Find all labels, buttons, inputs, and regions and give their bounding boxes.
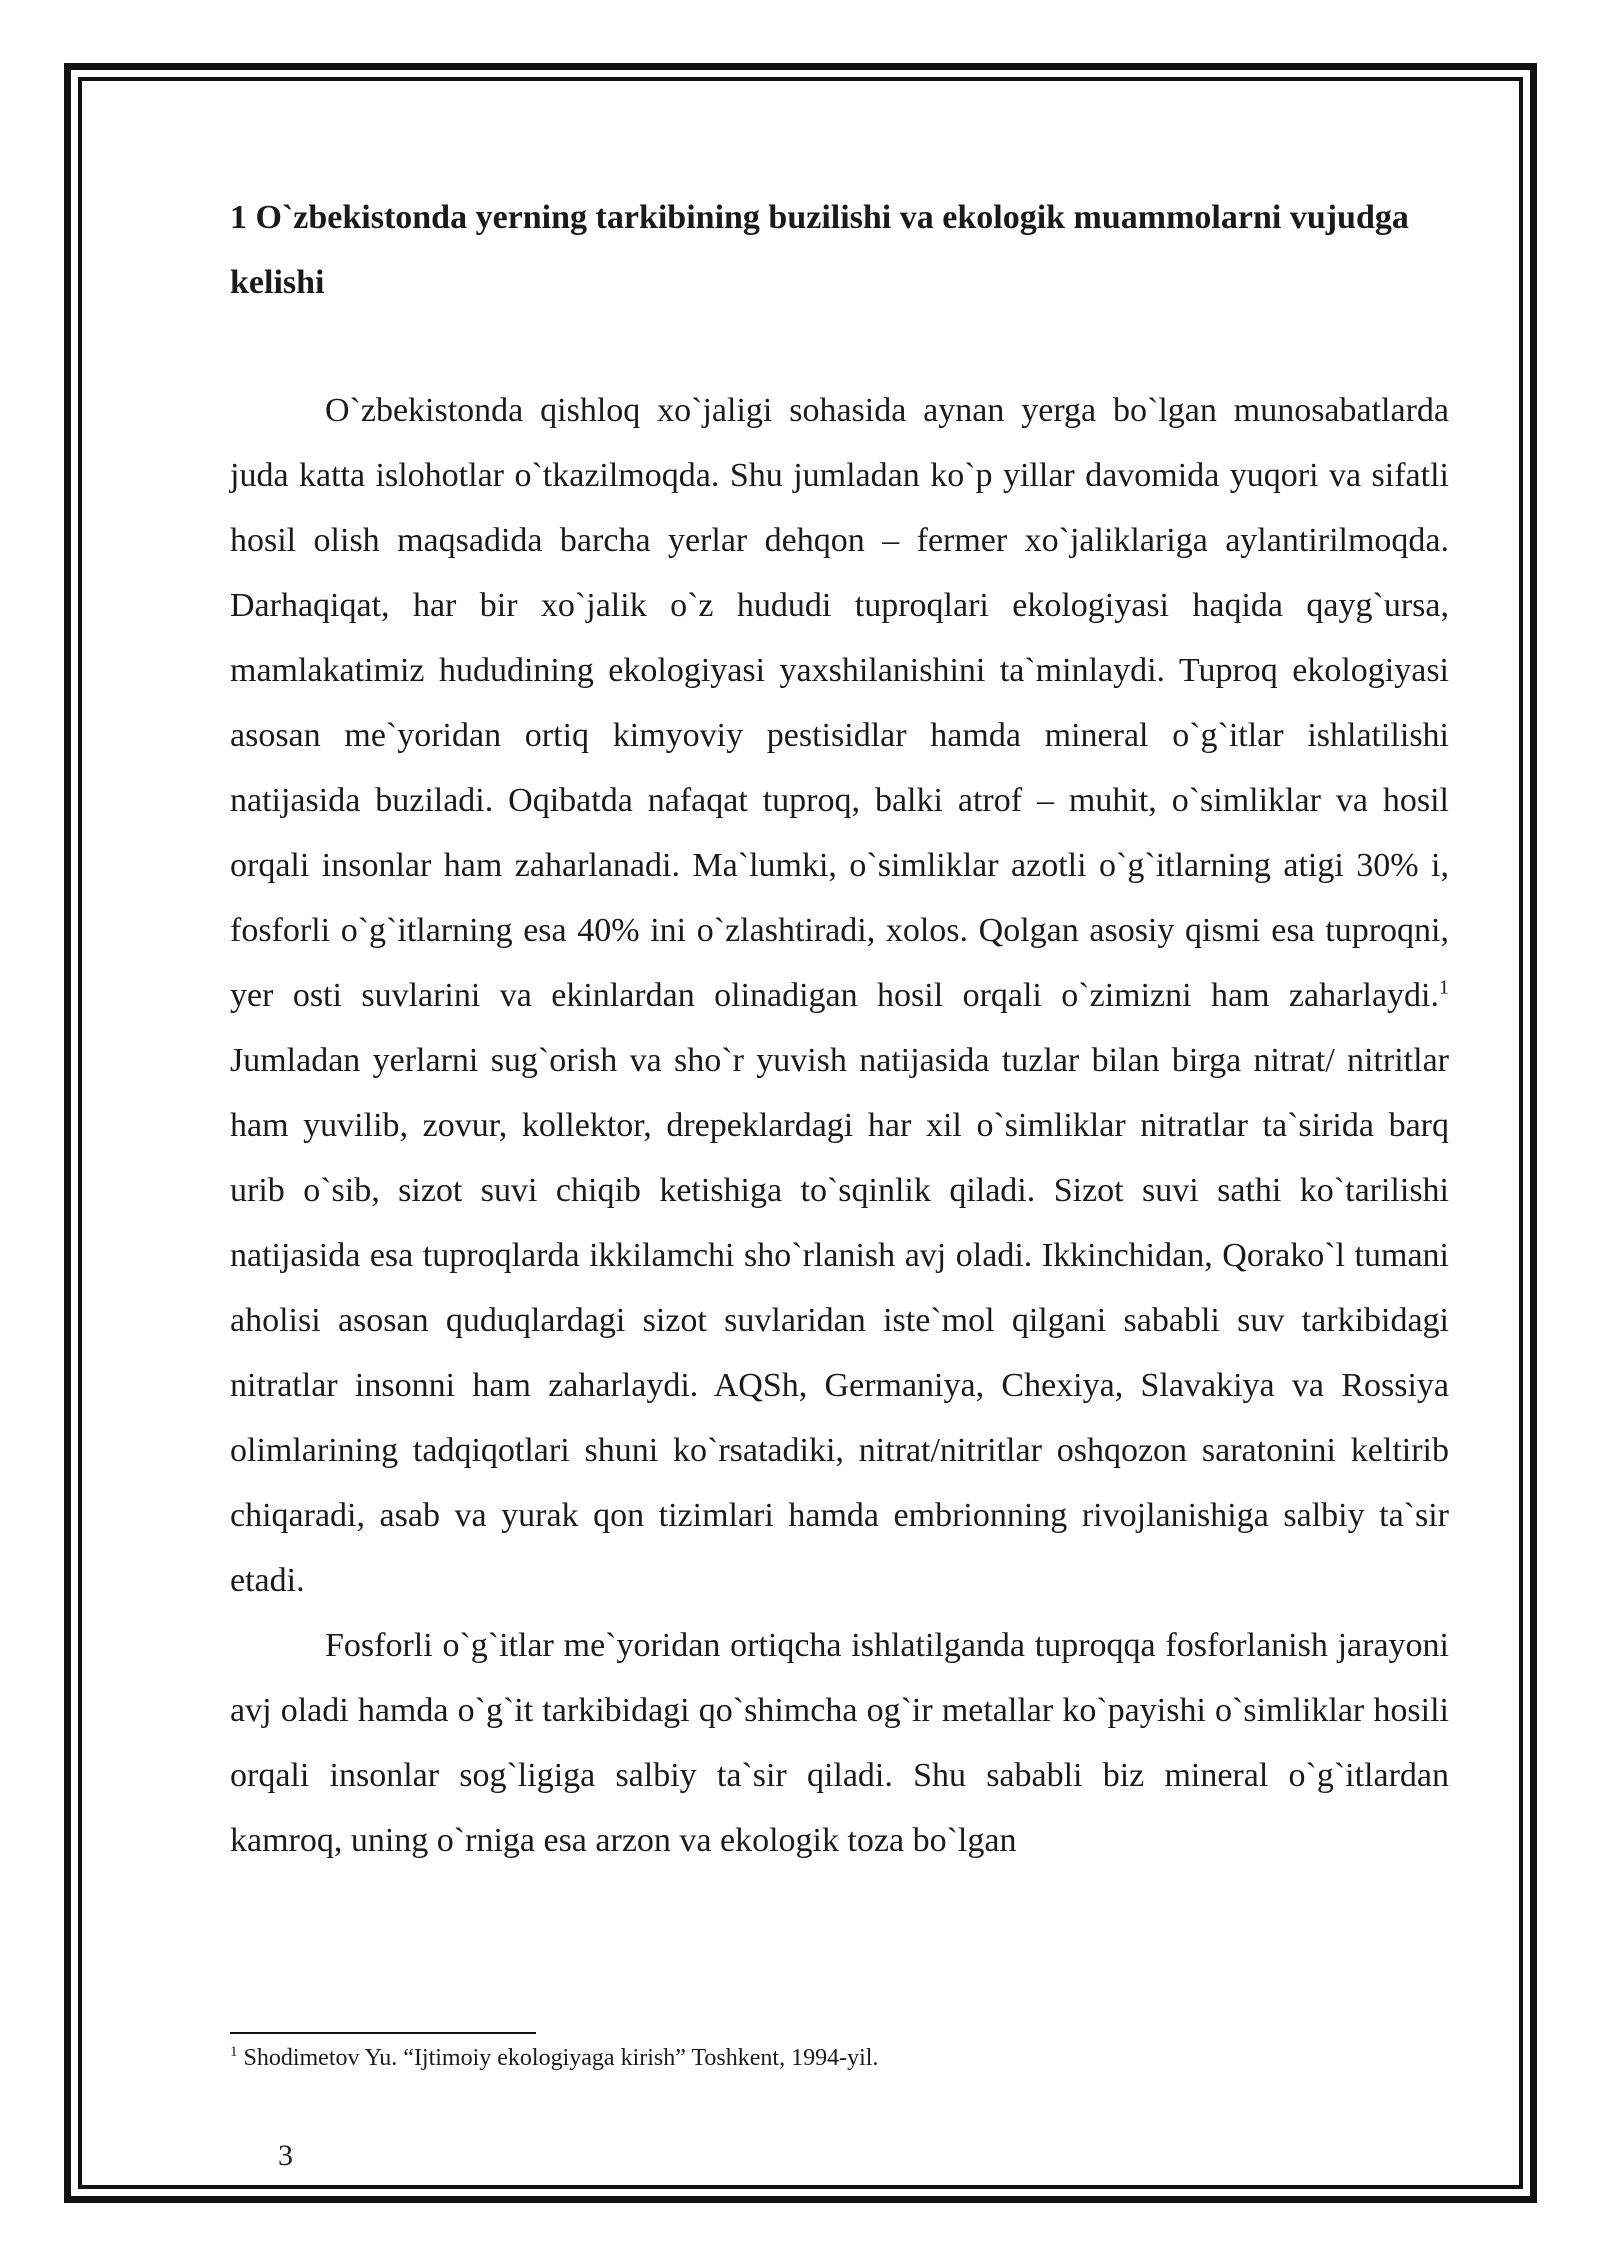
footnote	[230, 2042, 1449, 2074]
paragraph-1-text-b: Jumladan yerlarni sug`orish va sho`r yuvish natijasida tuzlar bilan birga nitrat/ nitritlar ham yuvilib, zovur, kollektor, drepeklardagi har xil o`simliklar nitratlar ta`sirida barq urib o`sib, sizot suvi chiqib ketishiga to`sqinlik qiladi. Sizot suvi sathi ko`tarilishi natijasida esa tuproqlarda ikkilamchi sho`rlanish avj oladi. Ikkinchidan, Qorako`l tumani aholisi asosan quduqlardagi sizot suvlaridan iste`mol qilgani sababli suv tarkibidagi nitratlar insonni ham zaharlaydi. AQSh, Germaniya, Chexiya, Slavakiya va Rossiya olimlarining tadqiqotlari shuni ko`rsatadiki, nitrat/nitritlar oshqozon saratonini keltirib chiqaradi, asab va yurak qon tizimlari hamda embrionning rivojlanishiga salbiy ta`sir etadi.	[230, 1042, 1449, 1599]
section-heading: 1 O`zbekistonda yerning tarkibining buzilishi va ekologik muammolarni vujudga kelishi	[230, 199, 1409, 301]
page-number: 3	[278, 2139, 293, 2172]
paragraph-2: Fosforli o`g`itlar me`yoridan ortiqcha ishlatilganda tuproqqa fosforlanish jarayoni avj oladi hamda o`g`it tarkibidagi qo`shimcha og`ir metallar ko`payishi o`simliklar hosili orqali insonlar sog`ligiga salbiy ta`sir qiladi. Shu sababli biz mineral o`g`itlardan kamroq, uning o`rniga esa arzon va ekologik toza bo`lgan	[230, 1627, 1449, 1859]
document-body	[230, 185, 1449, 1873]
footnote-separator	[230, 2032, 536, 2034]
paragraph-1	[230, 378, 1449, 1613]
footnote-reference[interactable]: 1	[1439, 976, 1449, 999]
footnote-text: Shodimetov Yu. “Ijtimoiy ekologiyaga kirish” Toshkent, 1994-yil.	[237, 2045, 879, 2071]
footnote-number: 1	[230, 2044, 238, 2060]
paragraph-1-text-a: O`zbekistonda qishloq xo`jaligi sohasida aynan yerga bo`lgan munosabatlarda juda katta islohotlar o`tkazilmoqda. Shu jumladan ko`p yillar davomida yuqori va sifatli hosil olish maqsadida barcha yerlar dehqon – fermer xo`jaliklariga aylantirilmoqda. Darhaqiqat, har bir xo`jalik o`z hududi tuproqlari ekologiyasi haqida qayg`ursa, mamlakatimiz hududining ekologiyasi yaxshilanishini ta`minlaydi. Tuproq ekologiyasi asosan me`yoridan ortiq kimyoviy pestisidlar hamda mineral o`g`itlar ishlatilishi natijasida buziladi. Oqibatda nafaqat tuproq, balki atrof – muhit, o`simliklar va hosil orqali insonlar ham zaharlanadi. Ma`lumki, o`simliklar azotli o`g`itlarning atigi 30% i, fosforli o`g`itlarning esa 40% ini o`zlashtiradi, xolos. Qolgan asosiy qismi esa tuproqni, yer osti suvlarini va ekinlardan olinadigan hosil orqali o`zimizni ham zaharlaydi.	[230, 392, 1449, 1014]
